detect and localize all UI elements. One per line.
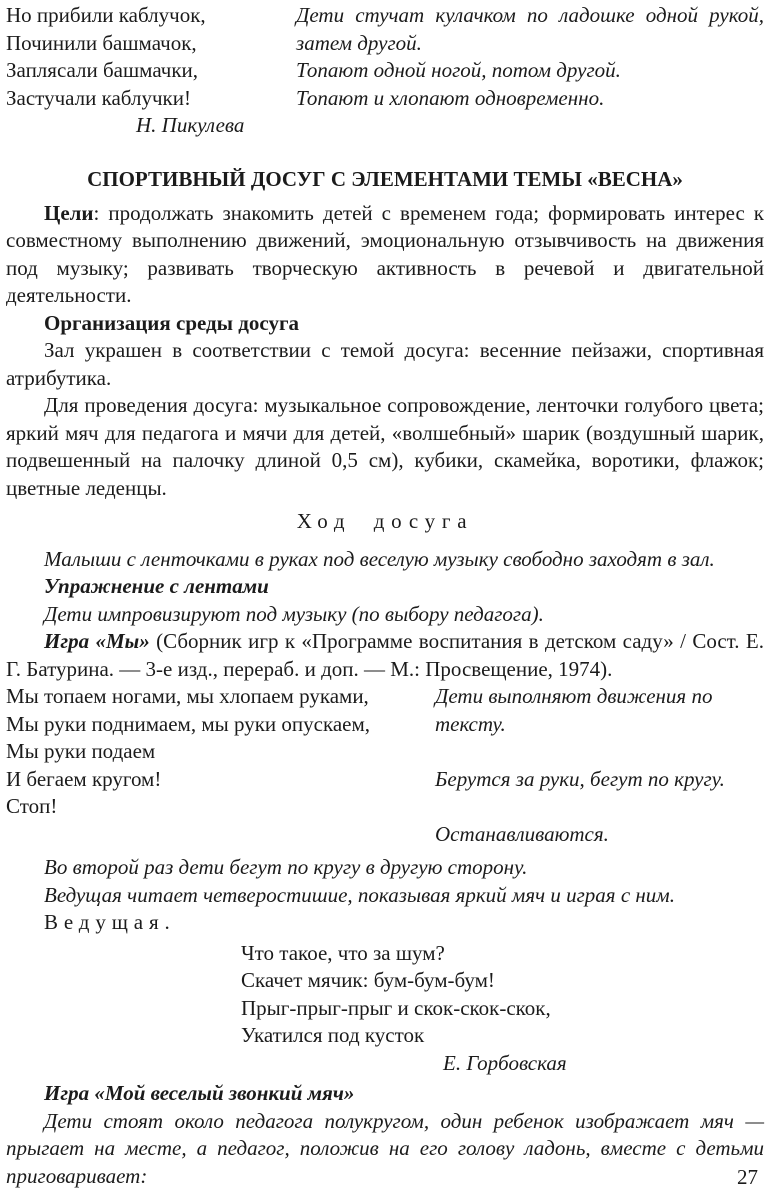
poem-line: Починили башмачок, <box>6 30 197 55</box>
intro-instructions <box>288 2 764 140</box>
game1-movement-line: Дети выполняют движения по тексту. <box>435 684 713 736</box>
verse-line: Прыг-прыг-прыг и скок-скок-скок, <box>241 995 551 1020</box>
game1-text-line: И бегаем кругом! <box>6 766 162 791</box>
game1-movement-line <box>435 793 764 821</box>
after-game1-note-1: Во второй раз дети бегут по кругу в другую сторону. <box>44 855 528 879</box>
game1-block <box>6 683 764 848</box>
game1-title: Игра «Мы» <box>44 629 150 653</box>
goals-label: Цели <box>44 200 94 225</box>
intro-poem <box>6 2 288 140</box>
game1-text-line: Мы топаем ногами, мы хлопаем руками, <box>6 684 369 708</box>
page-number: 27 <box>737 1164 758 1189</box>
game1-text <box>6 683 431 848</box>
organization-paragraph-1: Зал украшен в соответствии с темой досуга: весенние пейзажи, спортивная атрибутика. <box>6 338 764 390</box>
intro-block <box>6 2 764 140</box>
game1-movement-line: Берутся за руки, бегут по кругу. <box>435 766 725 791</box>
poem-line: Застучали каблучки! <box>6 85 191 110</box>
verse-line: Скачет мячик: бум-бум-бум! <box>241 968 495 992</box>
game1-movement-line: Останавливаются. <box>435 821 609 846</box>
exercise-note: Дети импровизируют под музыку (по выбору педагога). <box>44 601 544 626</box>
goals-text: : продолжать знакомить детей с временем года; формировать интерес к совместному выполнению движений, эмоциональную отзывчивость на движения под музыку; развивать творческую активность в речевой и двигательной деятельности. <box>6 200 764 307</box>
game2-description: Дети стоят около педагога полукругом, один ребенок изображает мяч — прыгает на месте, а педагог, положив на его голову ладонь, вместе с детьми приговаривает: <box>6 1108 764 1188</box>
game1-movement-line <box>435 738 764 766</box>
goals-paragraph <box>6 200 764 310</box>
game1-text-line: Мы руки поднимаем, мы руки опускаем, <box>6 711 371 736</box>
course-intro-note: Малыши с ленточками в руках под веселую музыку свободно заходят в зал. <box>44 546 715 571</box>
instruction-text: Топают и хлопают одновременно. <box>296 85 605 110</box>
section-title: СПОРТИВНЫЙ ДОСУГ С ЭЛЕМЕНТАМИ ТЕМЫ «ВЕСНА» <box>87 166 683 191</box>
exercise-heading: Упражнение с лентами <box>44 574 269 598</box>
organization-paragraph-2: Для проведения досуга: музыкальное сопровождение, ленточки голубого цвета; яркий мяч для педагога и мячи для детей, «волшебный» шарик (воздушный шарик, подвешенный на палочку длиной 0,5 см), кубики, скамейка, воротики, флажок; цветные леденцы. <box>6 393 764 500</box>
game1-text-line: Мы руки подаем <box>6 739 156 763</box>
poem-author: Н. Пикулева <box>136 113 245 137</box>
course-heading: Ход досуга <box>296 509 474 533</box>
game1-reference <box>6 628 764 683</box>
verse-line: Что такое, что за шум? <box>241 940 445 965</box>
poem-line: Заплясали башмачки, <box>6 58 199 82</box>
poem-line: Но прибили каблучок, <box>6 3 206 27</box>
after-game1-note-2: Ведущая читает четверостишие, показывая яркий мяч и играя с ним. <box>44 882 675 907</box>
instruction-text: Дети стучат кулачком по ладошке одной рукой, затем другой. <box>296 3 764 55</box>
game1-text-line: Стоп! <box>6 794 58 818</box>
verse-line: Укатился под кусток <box>241 1023 425 1047</box>
verse-author: Е. Горбовская <box>443 1050 567 1075</box>
game1-source: (Сборник игр к «Программе воспитания в детском саду» / Сост. Е. Г. Батурина. — 3-е изд., перераб. и доп. — М.: Просвещение, 1974). <box>6 629 764 681</box>
verse-block <box>241 940 764 1050</box>
speaker-label: Ведущая. <box>44 910 176 934</box>
game2-heading: Игра «Мой веселый звонкий мяч» <box>44 1081 355 1105</box>
organization-heading: Организация среды досуга <box>44 310 300 335</box>
game1-movements <box>431 683 764 848</box>
instruction-text: Топают одной ногой, потом другой. <box>296 58 621 82</box>
